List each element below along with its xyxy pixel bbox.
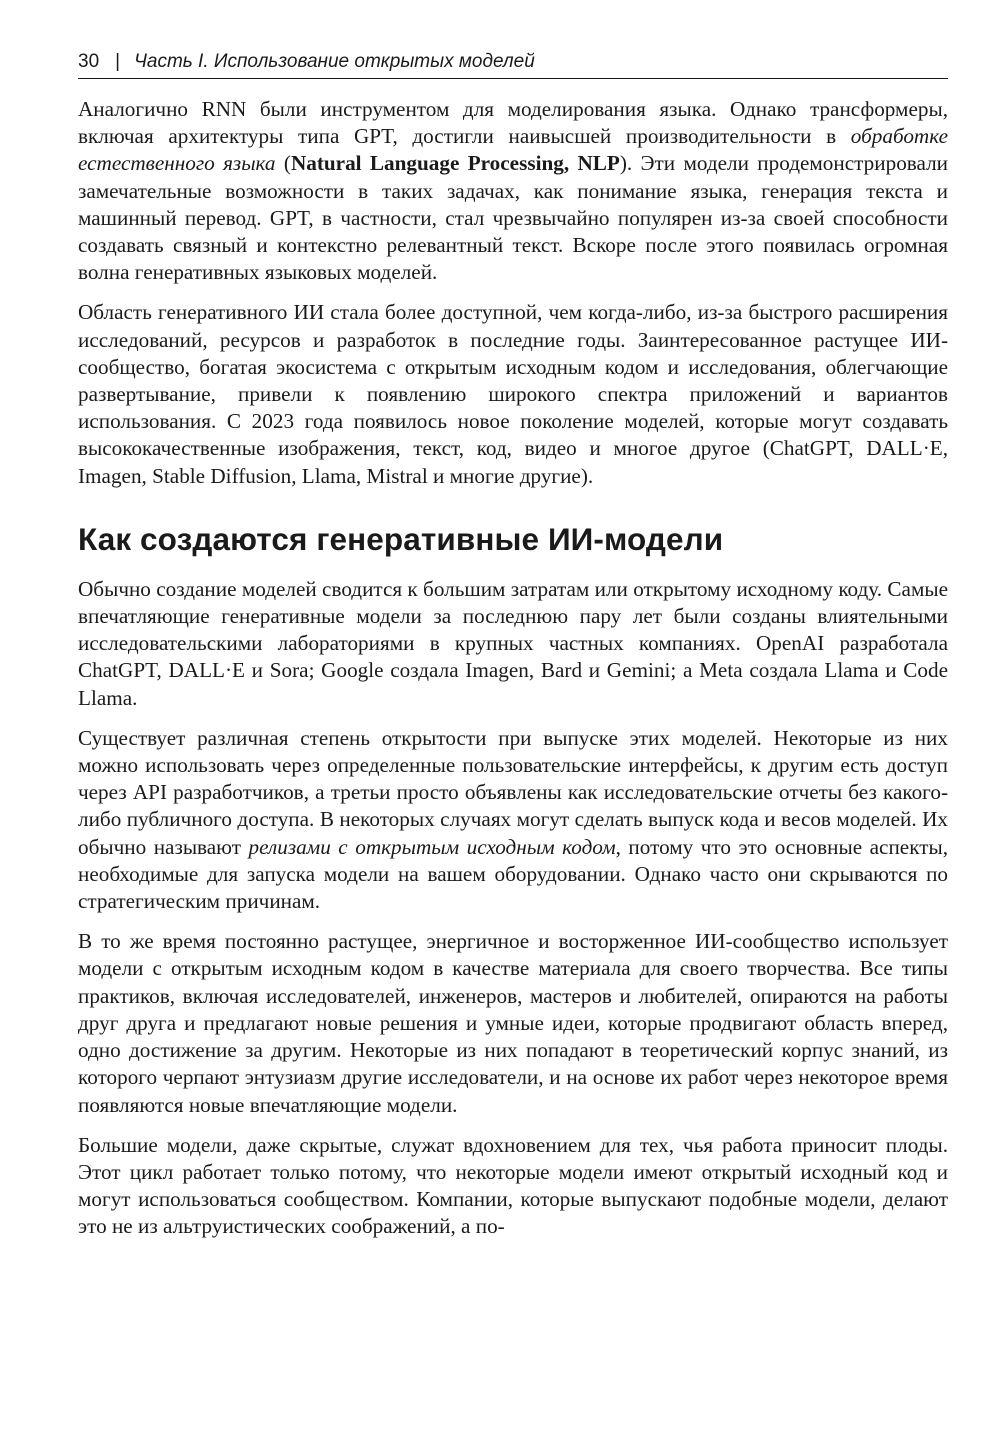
paragraph-4-text: Существует различная степень открытости при выпуске этих моделей. Некоторые из них можно использовать через определенные пользовательские интерфейсы, к другим есть доступ через API разработчиков, а третьи просто объявлены как исследовательские отчеты без какого-либо публичного доступа. В некоторых случаях могут сделать выпуск кода и весов моделей. Их обычно называют [78, 725, 948, 859]
paragraph-1-rest: ). Эти модели продемонстрировали замечательные возможности в таких задачах, как понимание языка, генерация текста и машинный перевод. GPT, в частности, стал чрезвычайно популярен из-за своей способности создавать связный и контекстно релевантный текст. Вскоре после этого появилась огромная волна генеративных языковых моделей. [78, 151, 949, 285]
paragraph-6: Большие модели, даже скрытые, служат вдохновением для тех, чья работа приносит плоды. Этот цикл работает только потому, что некоторые модели имеют открытый исходный код и могут использоваться сообществом. Компании, которые выпускают подобные модели, делают это не из альтруистических соображений, а по- [78, 1132, 948, 1239]
term-nlp-abbr: NLP [577, 151, 620, 176]
paragraph-1 [78, 96, 948, 286]
term-nlp-russian: обработке естественного языка [78, 124, 948, 176]
running-header [78, 48, 948, 79]
paragraph-1-paren: ( [275, 151, 291, 176]
paragraph-4 [78, 725, 948, 915]
paragraph-1-text: Аналогично RNN были инструментом для моделирования языка. Однако трансформеры, включая архитектуры типа GPT, достигли наивысшей производительности в [78, 97, 948, 149]
term-open-source-releases: релизами с открытым исходным кодом [248, 834, 616, 859]
section-heading: Как создаются генеративные ИИ-модели [78, 520, 724, 557]
term-comma: , [563, 151, 578, 176]
header-separator: | [115, 51, 121, 72]
paragraph-3: Обычно создание моделей сводится к большим затратам или открытому исходному коду. Самые впечатляющие генеративные модели за последнюю пару лет были созданы влиятельными исследовательскими лабораториями в крупных частных компаниях. OpenAI разработала ChatGPT, DALL·E и Sora; Google создала Imagen, Bard и Gemini; а Meta создала Llama и Code Llama. [78, 576, 948, 710]
paragraph-4-rest: , потому что это основные аспекты, необходимые для запуска модели на вашем оборудовании. Однако часто они скрываются по стратегическим причинам. [78, 834, 948, 914]
paragraph-2: Область генеративного ИИ стала более доступной, чем когда-либо, из-за быстрого расширения исследований, ресурсов и разработок в последние годы. Заинтересованное растущее ИИ-сообщество, богатая экосистема с открытым исходным кодом и исследования, облегчающие развертывание, привели к появлению широкого спектра приложений и вариантов использования. С 2023 года появилось новое поколение моделей, которые могут создавать высококачественные изображения, текст, код, видео и многое другое (ChatGPT, DALL·E, Imagen, Stable Diffusion, Llama, Mistral и многие другие). [78, 300, 948, 488]
term-nlp-english: Natural Language Processing [290, 151, 564, 176]
chapter-title: Часть I. Использование открытых моделей [134, 51, 535, 72]
paragraph-5: В то же время постоянно растущее, энергичное и восторженное ИИ-сообщество использует модели с открытым исходным кодом в качестве материала для своего творчества. Все типы практиков, включая исследователей, инженеров, мастеров и любителей, опираются на работы друг друга и предлагают новые решения и умные идеи, которые продвигают область вперед, одно достижение за другим. Некоторые из них попадают в теоретический корпус знаний, из которого черпают энтузиазм другие исследователи, и на основе их работ через некоторое время появляются новые впечатляющие модели. [78, 929, 948, 1117]
page-body [78, 96, 948, 1254]
page-number: 30 [78, 51, 100, 72]
